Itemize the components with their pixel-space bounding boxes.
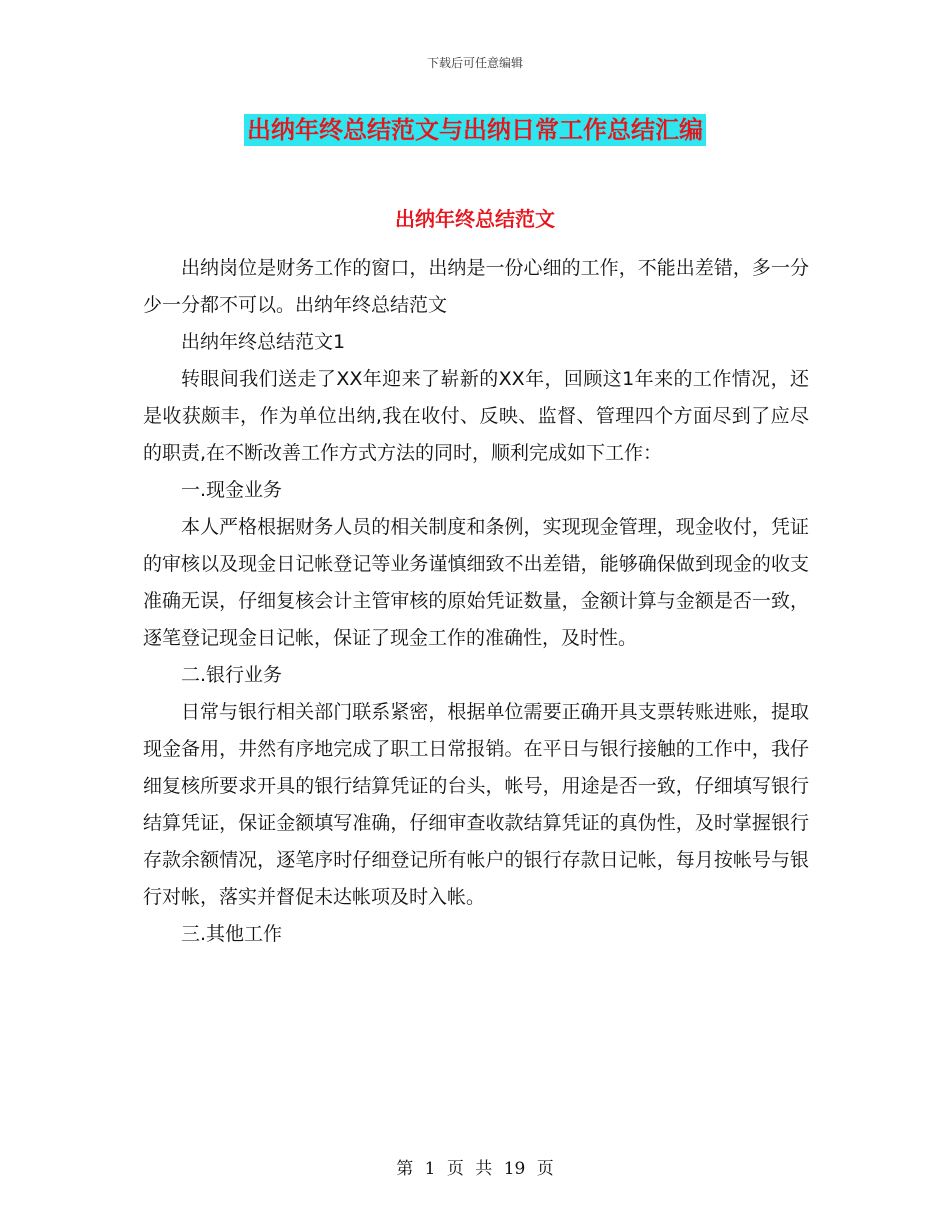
page-number: 第 1 页 共 19 页 xyxy=(396,1159,554,1179)
paragraph-heading: 一.现金业务 xyxy=(181,479,283,501)
paragraph: 转眼间我们送走了XX年迎来了崭新的XX年，回顾这1年来的工作情况，还是收获颇丰，作为单位出纳,我在收付、反映、监督、管理四个方面尽到了应尽的职责,在不断改善工作方式方法的同时，顺利完成如下工作： xyxy=(143,368,809,464)
document-body xyxy=(143,250,809,953)
paragraph: 本人严格根据财务人员的相关制度和条例，实现现金管理，现金收付，凭证的审核以及现金日记帐登记等业务谨慎细致不出差错，能够确保做到现金的收支准确无误，仔细复核会计主管审核的原始凭证数量，金额计算与金额是否一致，逐笔登记现金日记帐，保证了现金工作的准确性，及时性。 xyxy=(143,516,809,649)
paragraph: 日常与银行相关部门联系紧密，根据单位需要正确开具支票转账进账，提取现金备用，井然有序地完成了职工日常报销。在平日与银行接触的工作中，我仔细复核所要求开具的银行结算凭证的台头，帐号，用途是否一致，仔细填写银行结算凭证，保证金额填写准确，仔细审查收款结算凭证的真伪性，及时掌握银行存款余额情况，逐笔序时仔细登记所有帐户的银行存款日记帐，每月按帐号与银行对帐，落实并督促未达帐项及时入帐。 xyxy=(143,701,809,908)
paragraph-heading: 三.其他工作 xyxy=(181,923,283,945)
main-title-wrapper xyxy=(0,114,950,146)
main-title: 出纳年终总结范文与出纳日常工作总结汇编 xyxy=(244,114,706,146)
paragraph-heading: 二.银行业务 xyxy=(181,664,283,686)
paragraph-heading: 出纳年终总结范文1 xyxy=(181,331,346,353)
page-header-note: 下载后可任意编辑 xyxy=(426,56,523,70)
paragraph: 出纳岗位是财务工作的窗口，出纳是一份心细的工作，不能出差错，多一分少一分都不可以。出纳年终总结范文 xyxy=(143,257,809,316)
section-title: 出纳年终总结范文 xyxy=(395,207,555,231)
